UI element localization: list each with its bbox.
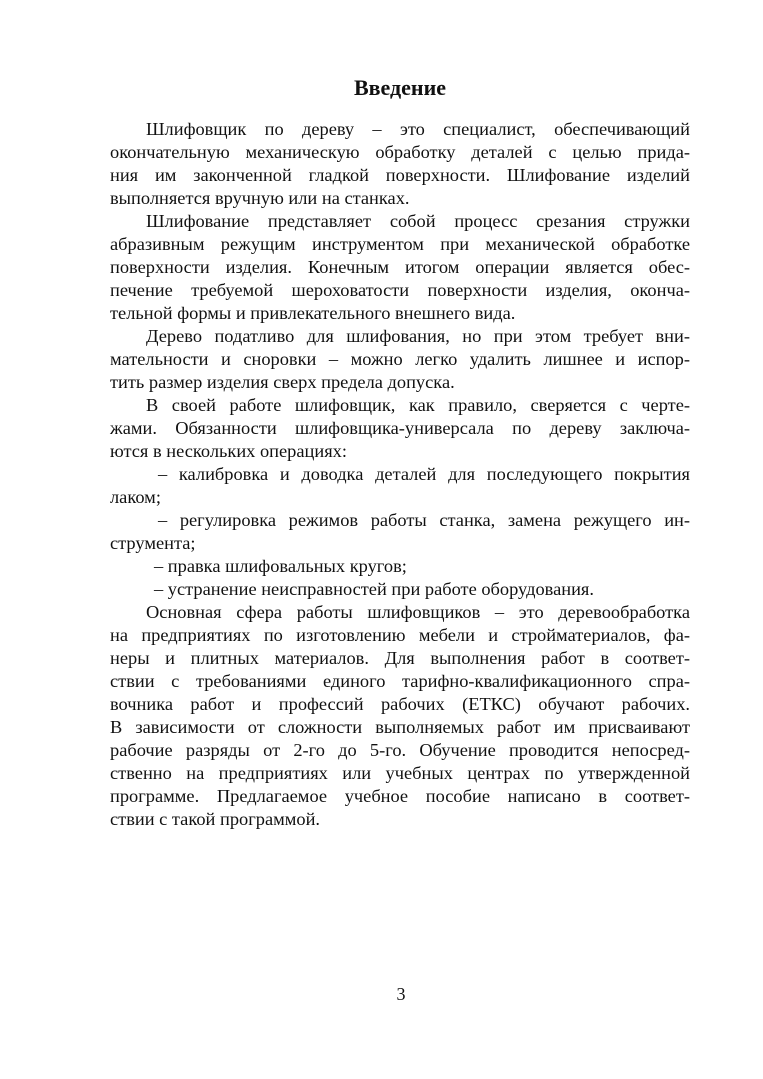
text-line: на предприятиях по изготовлению мебели и стройматериалов, фа- xyxy=(110,625,690,645)
text-line: – устранение неисправностей при работе оборудования. xyxy=(154,579,594,599)
text-line: струмента; xyxy=(110,533,196,553)
list-item xyxy=(110,463,690,509)
paragraph xyxy=(110,601,690,831)
text-line: ствии с такой программой. xyxy=(110,809,321,829)
text-line: жами. Обязанности шлифовщика-универсала по дереву заключа- xyxy=(110,418,690,438)
text-line: Шлифование представляет собой процесс срезания стружки xyxy=(146,211,690,231)
paragraph xyxy=(110,325,690,394)
text-line: тить размер изделия сверх предела допуска. xyxy=(110,372,455,392)
text-line: программе. Предлагаемое учебное пособие написано в соответ- xyxy=(110,786,690,806)
text-line: рабочие разряды от 2-го до 5-го. Обучение проводится непосред- xyxy=(110,740,690,760)
text-line: абразивным режущим инструментом при механической обработке xyxy=(110,234,690,254)
paragraph xyxy=(110,394,690,463)
list-item xyxy=(110,578,690,601)
text-line: лаком; xyxy=(110,487,161,507)
text-line: – регулировка режимов работы станка, замена режущего ин- xyxy=(158,510,690,530)
text-line: Дерево податливо для шлифования, но при этом требует вни- xyxy=(146,326,690,346)
text-line: ния им законченной гладкой поверхности. Шлифование изделий xyxy=(110,165,690,185)
text-line: печение требуемой шероховатости поверхности изделия, оконча- xyxy=(110,280,690,300)
paragraph xyxy=(110,118,690,210)
text-line: окончательную механическую обработку деталей с целью прида- xyxy=(110,142,690,162)
text-line: мательности и сноровки – можно легко удалить лишнее и испор- xyxy=(110,349,690,369)
text-line: неры и плитных материалов. Для выполнения работ в соответ- xyxy=(110,648,690,668)
paragraph xyxy=(110,210,690,325)
text-line: В своей работе шлифовщик, как правило, сверяется с черте- xyxy=(146,395,690,415)
list-item xyxy=(110,509,690,555)
text-line: поверхности изделия. Конечным итогом операции является обес- xyxy=(110,257,690,277)
page-title: Введение xyxy=(353,75,447,100)
text-line: тельной формы и привлекательного внешнего вида. xyxy=(110,303,516,323)
text-line: выполняется вручную или на станках. xyxy=(110,188,410,208)
text-line: ются в нескольких операциях: xyxy=(110,441,347,461)
page-number: 3 xyxy=(396,984,406,1004)
text-line: Основная сфера работы шлифовщиков – это деревообработка xyxy=(146,602,690,622)
text-line: Шлифовщик по дереву – это специалист, обеспечивающий xyxy=(146,119,690,139)
body-text xyxy=(110,118,690,831)
text-line: В зависимости от сложности выполняемых работ им присваивают xyxy=(110,717,690,737)
text-line: – правка шлифовальных кругов; xyxy=(154,556,407,576)
text-line: – калибровка и доводка деталей для последующего покрытия xyxy=(158,464,690,484)
text-line: ственно на предприятиях или учебных центрах по утвержденной xyxy=(110,763,690,783)
text-line: ствии с требованиями единого тарифно-квалификационного спра- xyxy=(110,671,690,691)
list-item xyxy=(110,555,690,578)
text-line: вочника работ и профессий рабочих (ЕТКС) обучают рабочих. xyxy=(110,694,690,714)
